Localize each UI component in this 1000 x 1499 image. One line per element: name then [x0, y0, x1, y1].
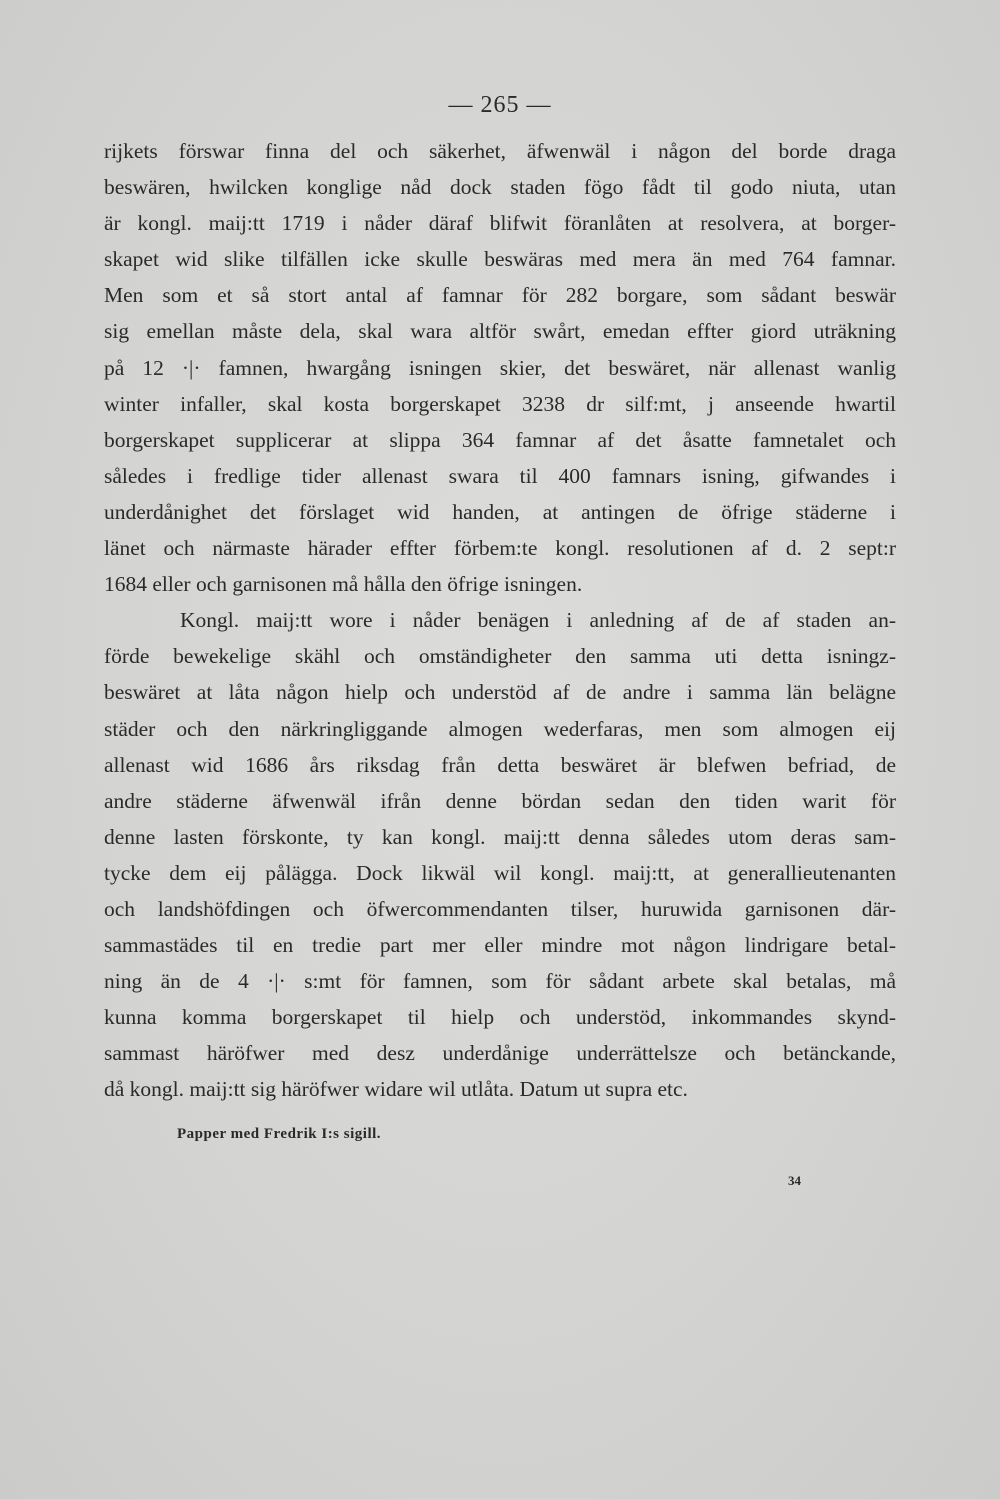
text-line: Kongl. maij:tt wore i nåder benägen i anledning af de af staden an- [180, 608, 896, 633]
text-line: beswären, hwilcken konglige nåd dock staden fögo fådt til godo niuta, utan [104, 175, 896, 200]
text-line: beswäret at låta någon hielp och understöd af de andre i samma län belägne [104, 680, 896, 705]
paragraph [104, 602, 896, 1107]
text-line: kunna komma borgerskapet til hielp och understöd, inkommandes skynd- [104, 1005, 896, 1030]
text-line: sammastädes til en tredie part mer eller mindre mot någon lindrigare betal- [104, 933, 896, 958]
footnote: Papper med Fredrik I:s sigill. [177, 1126, 382, 1142]
text-line: winter infaller, skal kosta borgerskapet 3238 dr silf:mt, j anseende hwartil [104, 391, 896, 416]
page-number: — 265 — [448, 92, 552, 118]
text-line: Men som et så stort antal af famnar för 282 borgare, som sådant beswär [104, 283, 896, 308]
body-text [104, 133, 896, 1108]
text-line: ning än de 4 ·|· s:mt för famnen, som för sådant arbete skal betalas, må [104, 969, 896, 994]
text-line: förde bewekelige skähl och omständigheter den samma uti detta isningz- [104, 644, 896, 669]
signature-mark: 34 [788, 1173, 801, 1188]
text-line: allenast wid 1686 års riksdag från detta beswäret är blefwen befriad, de [104, 752, 896, 777]
text-line: rijkets förswar finna del och säkerhet, äfwenwäl i någon del borde draga [104, 139, 896, 163]
text-line: borgerskapet supplicerar at slippa 364 famnar af det åsatte famnetalet och [104, 427, 896, 452]
text-line: sig emellan måste dela, skal wara altför swårt, emedan effter giord uträkning [104, 319, 896, 344]
text-line: tycke dem eij pålägga. Dock likwäl wil kongl. maij:tt, at generallieutenanten [104, 860, 896, 885]
paragraph [104, 133, 896, 602]
text-line: är kongl. maij:tt 1719 i nåder däraf blifwit föranlåten at resolvera, at borger- [104, 211, 896, 236]
text-line: således i fredlige tider allenast swara til 400 famnars isning, gifwandes i [104, 463, 896, 488]
text-line: då kongl. maij:tt sig häröfwer widare wil utlåta. Datum ut supra etc. [104, 1077, 688, 1102]
text-line: på 12 ·|· famnen, hwargång isningen skier, det beswäret, när allenast wanlig [104, 355, 896, 380]
text-line: städer och den närkringliggande almogen wederfaras, men som almogen eij [104, 716, 896, 741]
text-line: länet och närmaste härader effter förbem:te kongl. resolutionen af d. 2 sept:r [104, 536, 896, 561]
text-line: sammast häröfwer med desz underdånige underrättelsze och betänckande, [104, 1041, 896, 1066]
text-line: och landshöfdingen och öfwercommendanten tilser, huruwida garnisonen där- [104, 896, 896, 921]
text-line: underdånighet det förslaget wid handen, at antingen de öfrige städerne i [104, 499, 896, 524]
text-line: denne lasten förskonte, ty kan kongl. maij:tt denna således utom deras sam- [104, 824, 896, 849]
text-line: skapet wid slike tilfällen icke skulle beswäras med mera än med 764 famnar. [104, 247, 896, 272]
text-line: 1684 eller och garnisonen må hålla den öfrige isningen. [104, 572, 583, 597]
text-line: andre städerne äfwenwäl ifrån denne bördan sedan den tiden warit för [104, 788, 896, 813]
